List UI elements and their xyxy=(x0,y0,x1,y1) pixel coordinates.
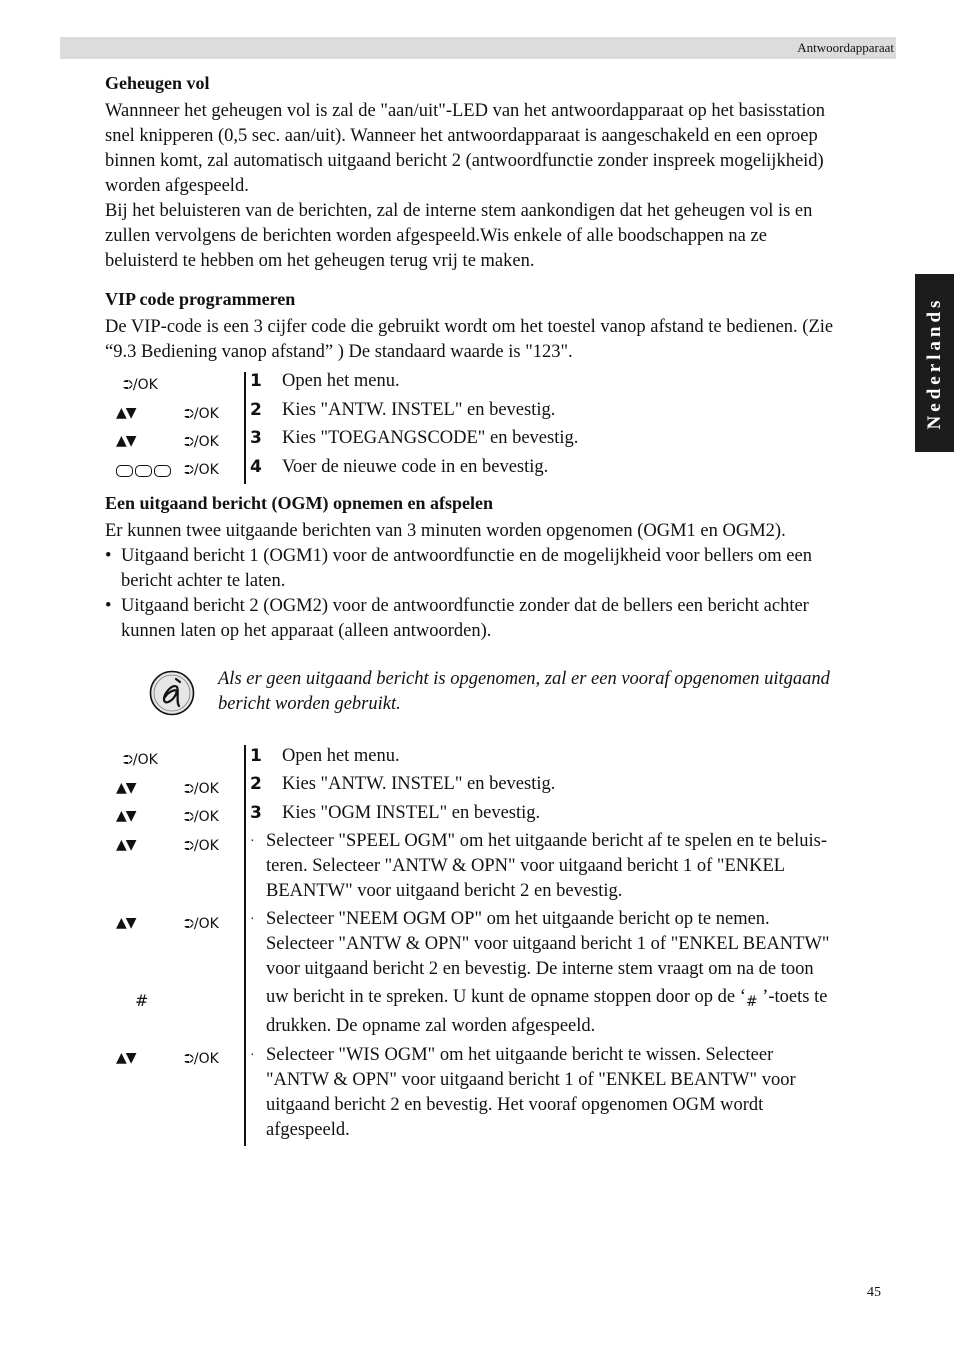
ogm-bullet-2 xyxy=(105,594,900,644)
text-line: De VIP-code is een 3 cijfer code die gebruikt wordt om het toestel vanop afstand te bedienen. (Zie xyxy=(105,317,834,337)
up-down-arrows-icon: ▲▼ xyxy=(116,915,136,931)
ok-label: /OK xyxy=(193,781,219,797)
menu-ok-key-icon xyxy=(184,838,219,854)
text-line: Selecteer "NEEM OGM OP" om het uitgaande bericht op te nemen. xyxy=(266,909,770,929)
enter-arrow-icon: ⮊ xyxy=(184,1052,194,1067)
text-line: Bij het beluisteren van de berichten, zal de interne stem aankondigen dat het geheugen vol is en xyxy=(105,201,813,221)
text-line: “9.3 Bediening vanop afstand” ) De standaard waarde is "123". xyxy=(105,342,573,362)
text-line: teren. Selecteer "ANTW & OPN" voor uitgaand bericht 1 of "ENKEL xyxy=(266,856,786,876)
hash-key-icon: # xyxy=(135,991,149,1010)
number-keys-icon xyxy=(116,465,171,477)
menu-ok-key-icon xyxy=(184,406,219,422)
enter-arrow-icon: ⮊ xyxy=(184,839,194,854)
menu-ok-key-icon xyxy=(184,462,219,478)
key-icon xyxy=(154,465,171,477)
menu-ok-key-icon xyxy=(123,752,158,768)
enter-arrow-icon: ⮊ xyxy=(184,407,194,422)
key-icon xyxy=(116,465,133,477)
text-line: voor uitgaand bericht 2 en bevestig. De interne stem vraagt om na de toon xyxy=(266,959,814,979)
enter-arrow-icon: ⮊ xyxy=(184,435,194,450)
text-line: bericht achter te laten. xyxy=(121,571,286,591)
text-line: BEANTW" voor uitgaand bericht 2 en bevestig. xyxy=(266,881,623,901)
text-line: kunnen laten op het apparaat (alleen antwoorden). xyxy=(121,621,492,641)
step-divider-line xyxy=(244,372,246,484)
step-divider-line xyxy=(244,745,246,1146)
enter-arrow-icon: ⮊ xyxy=(184,917,194,932)
hash-key-icon: # xyxy=(745,994,758,1010)
text-line: beluisterd te hebben om het geheugen terug vrij te maken. xyxy=(105,251,535,271)
key-icon xyxy=(135,465,152,477)
menu-ok-key-icon xyxy=(123,377,158,393)
text-line: bericht worden gebruikt. xyxy=(218,694,401,714)
bullet-icon: • xyxy=(105,596,112,616)
bullet-icon: · xyxy=(250,834,255,849)
vip-paragraph xyxy=(105,315,900,365)
enter-arrow-icon: ⮊ xyxy=(123,753,133,768)
step-text: Kies "ANTW. INSTEL" en bevestig. xyxy=(282,774,556,794)
bullet-icon: · xyxy=(250,912,255,927)
menu-ok-key-icon xyxy=(184,916,219,932)
step-text: Open het menu. xyxy=(282,371,400,391)
text-line xyxy=(266,985,900,1011)
text-line: afgespeeld. xyxy=(266,1120,350,1140)
menu-ok-key-icon xyxy=(184,434,219,450)
text-line: "ANTW & OPN" voor uitgaand bericht 1 of "ENKEL BEANTW" voor xyxy=(266,1070,796,1090)
note-text xyxy=(218,667,908,717)
text-line: Uitgaand bericht 2 (OGM2) voor de antwoordfunctie zonder dat de bellers een bericht achter xyxy=(121,596,809,616)
memory-full-paragraph-1 xyxy=(105,99,900,199)
memory-full-paragraph-2 xyxy=(105,199,900,274)
section-title-memory-full: Geheugen vol xyxy=(105,73,210,93)
text-line: worden afgespeeld. xyxy=(105,176,249,196)
header-title: Antwoordapparaat xyxy=(797,40,894,55)
language-tab xyxy=(915,274,954,452)
ogm-bullet-1 xyxy=(105,544,900,594)
up-down-arrows-icon: ▲▼ xyxy=(116,1050,136,1066)
menu-ok-key-icon xyxy=(184,809,219,825)
up-down-arrows-icon: ▲▼ xyxy=(116,837,136,853)
step-number: 2 xyxy=(250,774,262,794)
ogm-intro: Er kunnen twee uitgaande berichten van 3 minuten worden opgenomen (OGM1 en OGM2). xyxy=(105,521,786,541)
header-bar xyxy=(60,37,896,59)
step-text: Voer de nieuwe code in en bevestig. xyxy=(282,457,549,477)
enter-arrow-icon: ⮊ xyxy=(184,810,194,825)
step-number: 1 xyxy=(250,371,262,391)
enter-arrow-icon: ⮊ xyxy=(123,378,133,393)
ok-label: /OK xyxy=(193,434,219,450)
text-line: Als er geen uitgaand bericht is opgenomen, zal er een vooraf opgenomen uitgaand xyxy=(218,669,830,689)
ok-label: /OK xyxy=(193,462,219,478)
language-tab-label: Nederlands xyxy=(923,296,945,430)
text-segment: ’-toets te xyxy=(757,987,828,1007)
menu-ok-key-icon xyxy=(184,781,219,797)
step-number: 1 xyxy=(250,746,262,766)
step-number: 3 xyxy=(250,428,262,448)
step-text: Kies "TOEGANGSCODE" en bevestig. xyxy=(282,428,579,448)
text-line: drukken. De opname zal worden afgespeeld. xyxy=(266,1016,596,1036)
enter-arrow-icon: ⮊ xyxy=(184,782,194,797)
text-line: Wannneer het geheugen vol is zal de "aan/uit"-LED van het antwoordapparaat op het basisstation xyxy=(105,101,825,121)
up-down-arrows-icon: ▲▼ xyxy=(116,433,136,449)
page-number: 45 xyxy=(867,1285,881,1300)
up-down-arrows-icon: ▲▼ xyxy=(116,808,136,824)
step-text: Kies "OGM INSTEL" en bevestig. xyxy=(282,803,541,823)
step-number: 4 xyxy=(250,457,262,477)
step-text: Kies "ANTW. INSTEL" en bevestig. xyxy=(282,400,556,420)
text-line: snel knipperen (0,5 sec. aan/uit). Wanneer het antwoordapparaat is aangeschakeld en een oproep xyxy=(105,126,818,146)
text-line: uitgaand bericht 2 en bevestig. Het vooraf opgenomen OGM wordt xyxy=(266,1095,764,1115)
section-title-ogm: Een uitgaand bericht (OGM) opnemen en afspelen xyxy=(105,493,494,513)
ok-label: /OK xyxy=(132,377,158,393)
ogm-sub-delete xyxy=(250,1043,900,1143)
info-note-icon xyxy=(149,670,195,716)
ok-label: /OK xyxy=(193,1051,219,1067)
up-down-arrows-icon: ▲▼ xyxy=(116,780,136,796)
ok-label: /OK xyxy=(132,752,158,768)
text-line: Selecteer "ANTW & OPN" voor uitgaand bericht 1 of "ENKEL BEANTW" xyxy=(266,934,830,954)
bullet-icon: · xyxy=(250,1048,255,1063)
text-line: Selecteer "SPEEL OGM" om het uitgaande bericht af te spelen en te beluis- xyxy=(266,831,828,851)
ok-label: /OK xyxy=(193,838,219,854)
step-number: 2 xyxy=(250,400,262,420)
step-number: 3 xyxy=(250,803,262,823)
ogm-sub-play xyxy=(250,829,900,904)
menu-ok-key-icon xyxy=(184,1051,219,1067)
text-segment: uw bericht in te spreken. U kunt de opname stoppen door op de ‘ xyxy=(266,987,746,1007)
text-line: Selecteer "WIS OGM" om het uitgaande bericht te wissen. Selecteer xyxy=(266,1045,774,1065)
step-text: Open het menu. xyxy=(282,746,400,766)
section-title-vip: VIP code programmeren xyxy=(105,289,296,309)
text-line: binnen komt, zal automatisch uitgaand bericht 2 (antwoordfunctie zonder inspreek mogelijkheid) xyxy=(105,151,824,171)
text-line: Uitgaand bericht 1 (OGM1) voor de antwoordfunctie en de mogelijkheid voor bellers om een xyxy=(121,546,812,566)
bullet-icon: • xyxy=(105,546,112,566)
ok-label: /OK xyxy=(193,406,219,422)
ok-label: /OK xyxy=(193,916,219,932)
ogm-sub-record xyxy=(250,907,900,1039)
ok-label: /OK xyxy=(193,809,219,825)
enter-arrow-icon: ⮊ xyxy=(184,463,194,478)
up-down-arrows-icon: ▲▼ xyxy=(116,405,136,421)
text-line: zullen vervolgens de berichten worden afgespeeld.Wis enkele of alle boodschappen na ze xyxy=(105,226,767,246)
